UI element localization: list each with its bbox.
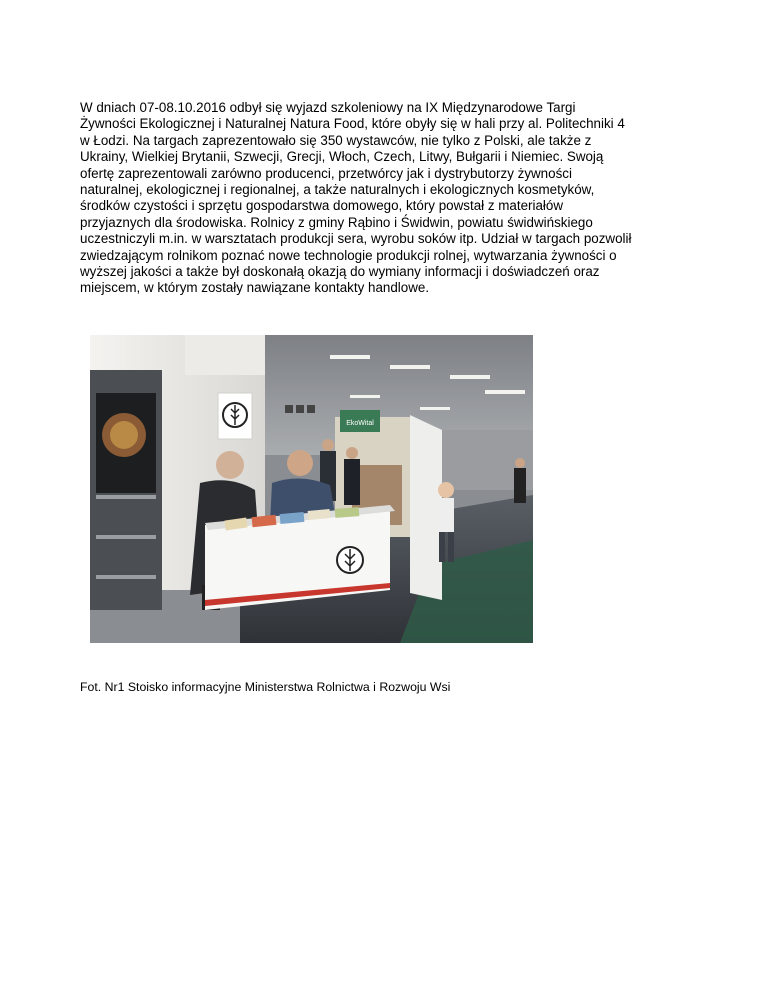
paragraph-line: zwiedzającym rolnikom poznać nowe technologie produkcji rolnej, wytwarzania żywności o: [80, 247, 617, 263]
paragraph-line: ofertę zaprezentowali zarówno producenci, przetwórcy jak i dystrybutorzy żywności: [80, 165, 572, 181]
paragraph-line: przyjaznych dla środowiska. Rolnicy z gminy Rąbino i Świdwin, powiatu świdwińskiego: [80, 214, 593, 230]
paragraph-line: wyższej jakości a także był doskonałą okazją do wymiany informacji i doświadczeń oraz: [80, 264, 600, 280]
photo-caption: Fot. Nr1 Stoisko informacyjne Ministerstwa Rolnictwa i Rozwoju Wsi: [80, 680, 451, 694]
paragraph-line: w Łodzi. Na targach zaprezentowało się 350 wystawców, nie tylko z Polski, ale także z: [80, 132, 592, 148]
paragraph-line: naturalnej, ekologicznej i regionalnej, a także naturalnych i ekologicznych kosmetyków,: [80, 182, 595, 198]
paragraph-line: Ukrainy, Wielkiej Brytanii, Szwecji, Grecji, Włoch, Czech, Litwy, Bułgarii i Niemiec. Swoją: [80, 149, 604, 165]
body-paragraph: [80, 100, 680, 297]
paragraph-line: uczestniczyli m.in. w warsztatach produkcji sera, wyrobu soków itp. Udział w targach pozwolił: [80, 231, 632, 247]
paragraph-line: środków czystości i sprzętu gospodarstwa domowego, który powstał z materiałów: [80, 198, 564, 214]
exhibition-booth-photo: [90, 335, 533, 643]
info-panel: [410, 415, 442, 600]
wall-top: [185, 335, 265, 375]
booth-sign-text: EkoWital: [346, 420, 374, 427]
photo-illustration: [90, 335, 533, 643]
paragraph-line: W dniach 07-08.10.2016 odbył się wyjazd szkoleniowy na IX Międzynarodowe Targi: [80, 100, 576, 115]
paragraph-line: Żywności Ekologicznej i Naturalnej Natura Food, które obyły się w hali przy al. Politechniki 4: [80, 116, 625, 132]
paragraph-line: miejscem, w którym zostały nawiązane kontakty handlowe.: [80, 280, 430, 296]
